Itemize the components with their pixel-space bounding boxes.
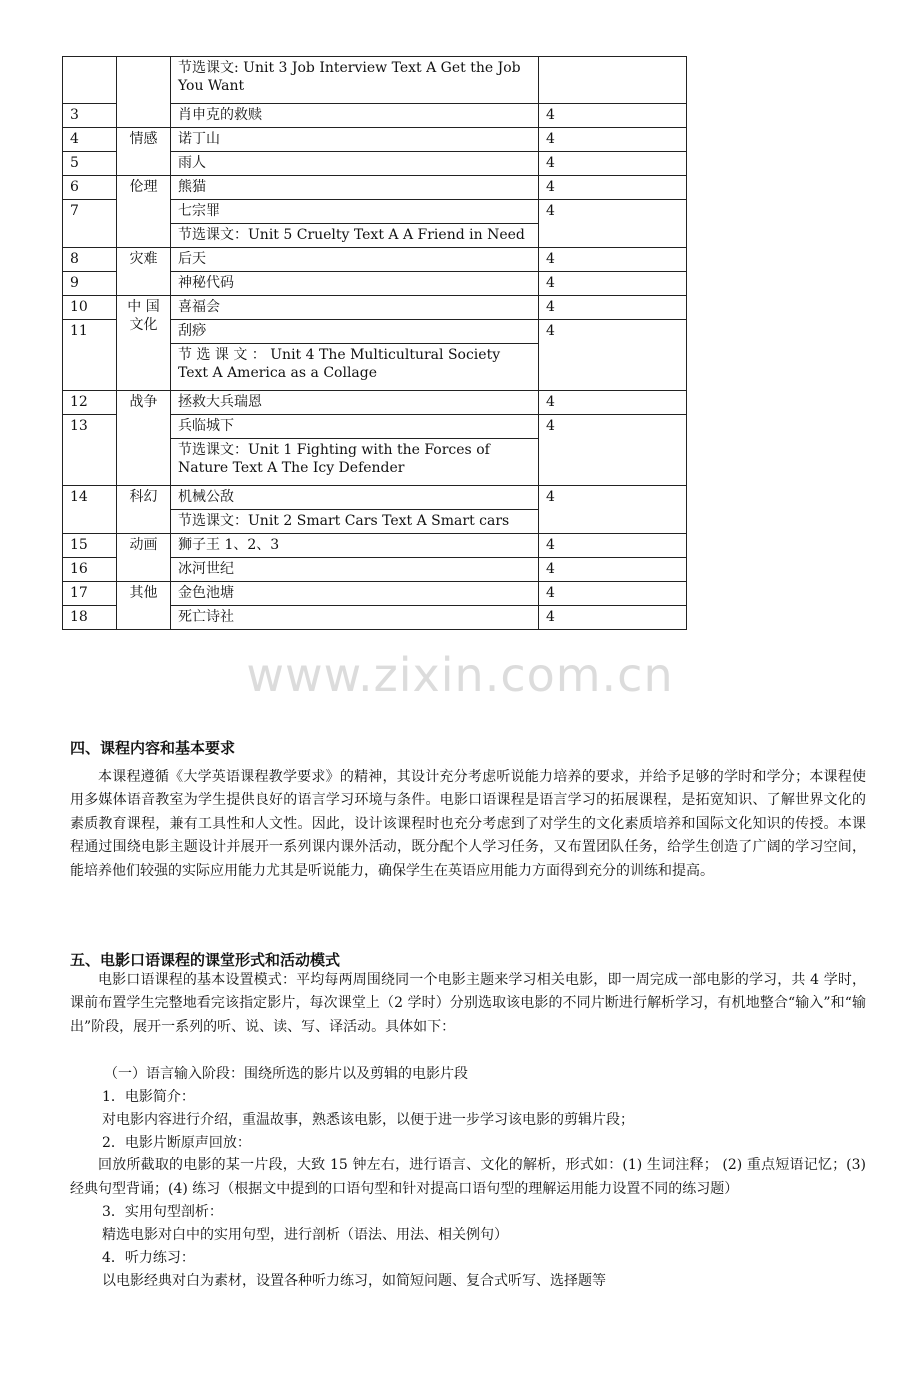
table-row [63, 486, 687, 510]
category-cell [117, 296, 171, 391]
film-title: 喜福会 [171, 296, 539, 320]
hours-cell: 4 [539, 296, 687, 320]
row-number: 6 [63, 176, 117, 200]
hours-cell: 4 [539, 248, 687, 272]
hours-cell: 4 [539, 391, 687, 415]
film-title: 诺丁山 [171, 128, 539, 152]
item-3-body: 精选电影对白中的实用句型，进行剖析（语法、用法、相关例句） [102, 1227, 508, 1243]
category-cell: 灾难 [117, 248, 171, 296]
hours-cell: 4 [539, 200, 687, 248]
hours-cell: 4 [539, 558, 687, 582]
row-number: 16 [63, 558, 117, 582]
hours-cell: 4 [539, 486, 687, 534]
hours-cell: 4 [539, 128, 687, 152]
film-title: 狮子王 1、2、3 [171, 534, 539, 558]
row-number: 5 [63, 152, 117, 176]
row-number: 9 [63, 272, 117, 296]
row-number: 10 [63, 296, 117, 320]
table-row [63, 582, 687, 606]
row-number: 3 [63, 104, 117, 128]
section-4-body: 本课程遵循《大学英语课程教学要求》的精神，其设计充分考虑听说能力培养的要求，并给予足够的学时和学分；本课程使用多媒体语音教室为学生提供良好的语言学习环境与条件。电影口语课程是语言学习的拓展课程，是拓宽知识、了解世界文化的素质教育课程，兼有工具性和人文性。因此，设计该课程时也充分考虑到了对学生的文化素质培养和国际文化知识的传授。本课程通过围绕电影主题设计并展开一系列课内课外活动，既分配个人学习任务，又布置团队任务，给学生创造了广阔的学习空间，能培养他们较强的实际应用能力尤其是听说能力，确保学生在英语应用能力方面得到充分的训练和提高。 [70, 769, 866, 879]
excerpt-text: 节选课文：Unit 2 Smart Cars Text A Smart cars [171, 510, 539, 534]
item-2-title: 2．电影片断原声回放： [102, 1135, 251, 1151]
item-3-title: 3．实用句型剖析： [102, 1204, 223, 1220]
table-row [63, 128, 687, 152]
table-row [63, 248, 687, 272]
film-title: 雨人 [171, 152, 539, 176]
row-number: 15 [63, 534, 117, 558]
row-number: 14 [63, 486, 117, 534]
film-title: 后天 [171, 248, 539, 272]
row-number: 7 [63, 200, 117, 248]
section-5-heading: 五、电影口语课程的课堂形式和活动模式 [70, 951, 341, 969]
row-number: 17 [63, 582, 117, 606]
category-cell: 其他 [117, 582, 171, 630]
table-row [63, 296, 687, 320]
category-line: 中 国 [127, 299, 160, 315]
table-row [63, 57, 687, 104]
row-number: 13 [63, 415, 117, 486]
film-title: 肖申克的救赎 [171, 104, 539, 128]
item-1-body: 对电影内容进行介绍，重温故事，熟悉该电影，以便于进一步学习该电影的剪辑片段； [102, 1112, 634, 1128]
excerpt-text: 节选课文：Unit 5 Cruelty Text A A Friend in Need [171, 224, 539, 248]
film-title: 拯救大兵瑞恩 [171, 391, 539, 415]
row-number [63, 57, 117, 104]
film-title: 冰河世纪 [171, 558, 539, 582]
section-4-heading: 四、课程内容和基本要求 [70, 739, 236, 757]
excerpt-text: 节选课文：Unit 1 Fighting with the Forces of Nature Text A The Icy Defender [171, 439, 539, 486]
film-title: 兵临城下 [171, 415, 539, 439]
film-title: 金色池塘 [171, 582, 539, 606]
category-cell: 情感 [117, 128, 171, 176]
hours-cell: 4 [539, 320, 687, 391]
row-number: 8 [63, 248, 117, 272]
row-number: 4 [63, 128, 117, 152]
row-number: 18 [63, 606, 117, 630]
hours-cell: 4 [539, 582, 687, 606]
table-row [63, 176, 687, 200]
category-line: 文化 [129, 317, 158, 333]
hours-cell: 4 [539, 176, 687, 200]
hours-cell: 4 [539, 415, 687, 486]
hours-cell: 4 [539, 606, 687, 630]
film-title: 节选课文: Unit 3 Job Interview Text A Get the Job You Want [171, 57, 539, 104]
category-cell [117, 57, 171, 128]
table-row [63, 534, 687, 558]
category-cell: 动画 [117, 534, 171, 582]
category-cell: 伦理 [117, 176, 171, 248]
row-number: 11 [63, 320, 117, 391]
section-5-body: 电影口语课程的基本设置模式：平均每两周围绕同一个电影主题来学习相关电影，即一周完成一部电影的学习，共 4 学时，课前布置学生完整地看完该指定影片，每次课堂上（2 学时）分别选取该电影的不同片断进行解析学习，有机地整合“输入”和“输出”阶段，展开一系列的听、说、读、写、译活动。具体如下： [70, 972, 866, 1035]
item-2-body: 回放所截取的电影的某一片段，大致 15 钟左右，进行语言、文化的解析，形式如：(1) 生词注释； (2) 重点短语记忆；(3) 经典句型背诵；(4) 练习（根据文中提到的口语句型和针对提高口语句型的理解运用能力设置不同的练习题） [70, 1157, 866, 1197]
film-title: 死亡诗社 [171, 606, 539, 630]
stage-1-heading: （一）语言输入阶段：围绕所选的影片以及剪辑的电影片段 [104, 1066, 468, 1082]
film-title: 神秘代码 [171, 272, 539, 296]
row-number: 12 [63, 391, 117, 415]
table-row [63, 391, 687, 415]
course-schedule-table [62, 56, 687, 630]
film-title: 机械公敌 [171, 486, 539, 510]
film-title: 熊猫 [171, 176, 539, 200]
excerpt-text: 节 选 课 文 ： Unit 4 The Multicultural Society Text A America as a Collage [171, 344, 539, 391]
watermark: www.zixin.com.cn [246, 648, 674, 702]
item-4-body: 以电影经典对白为素材，设置各种听力练习，如简短问题、复合式听写、选择题等 [102, 1273, 606, 1289]
item-1-title: 1．电影简介： [102, 1089, 195, 1105]
hours-cell: 4 [539, 534, 687, 558]
hours-cell: 4 [539, 104, 687, 128]
film-title: 七宗罪 [171, 200, 539, 224]
hours-cell: 4 [539, 152, 687, 176]
category-cell: 战争 [117, 391, 171, 486]
category-cell: 科幻 [117, 486, 171, 534]
item-4-title: 4．听力练习： [102, 1250, 195, 1266]
film-title: 刮痧 [171, 320, 539, 344]
hours-cell: 4 [539, 272, 687, 296]
hours-cell [539, 57, 687, 104]
